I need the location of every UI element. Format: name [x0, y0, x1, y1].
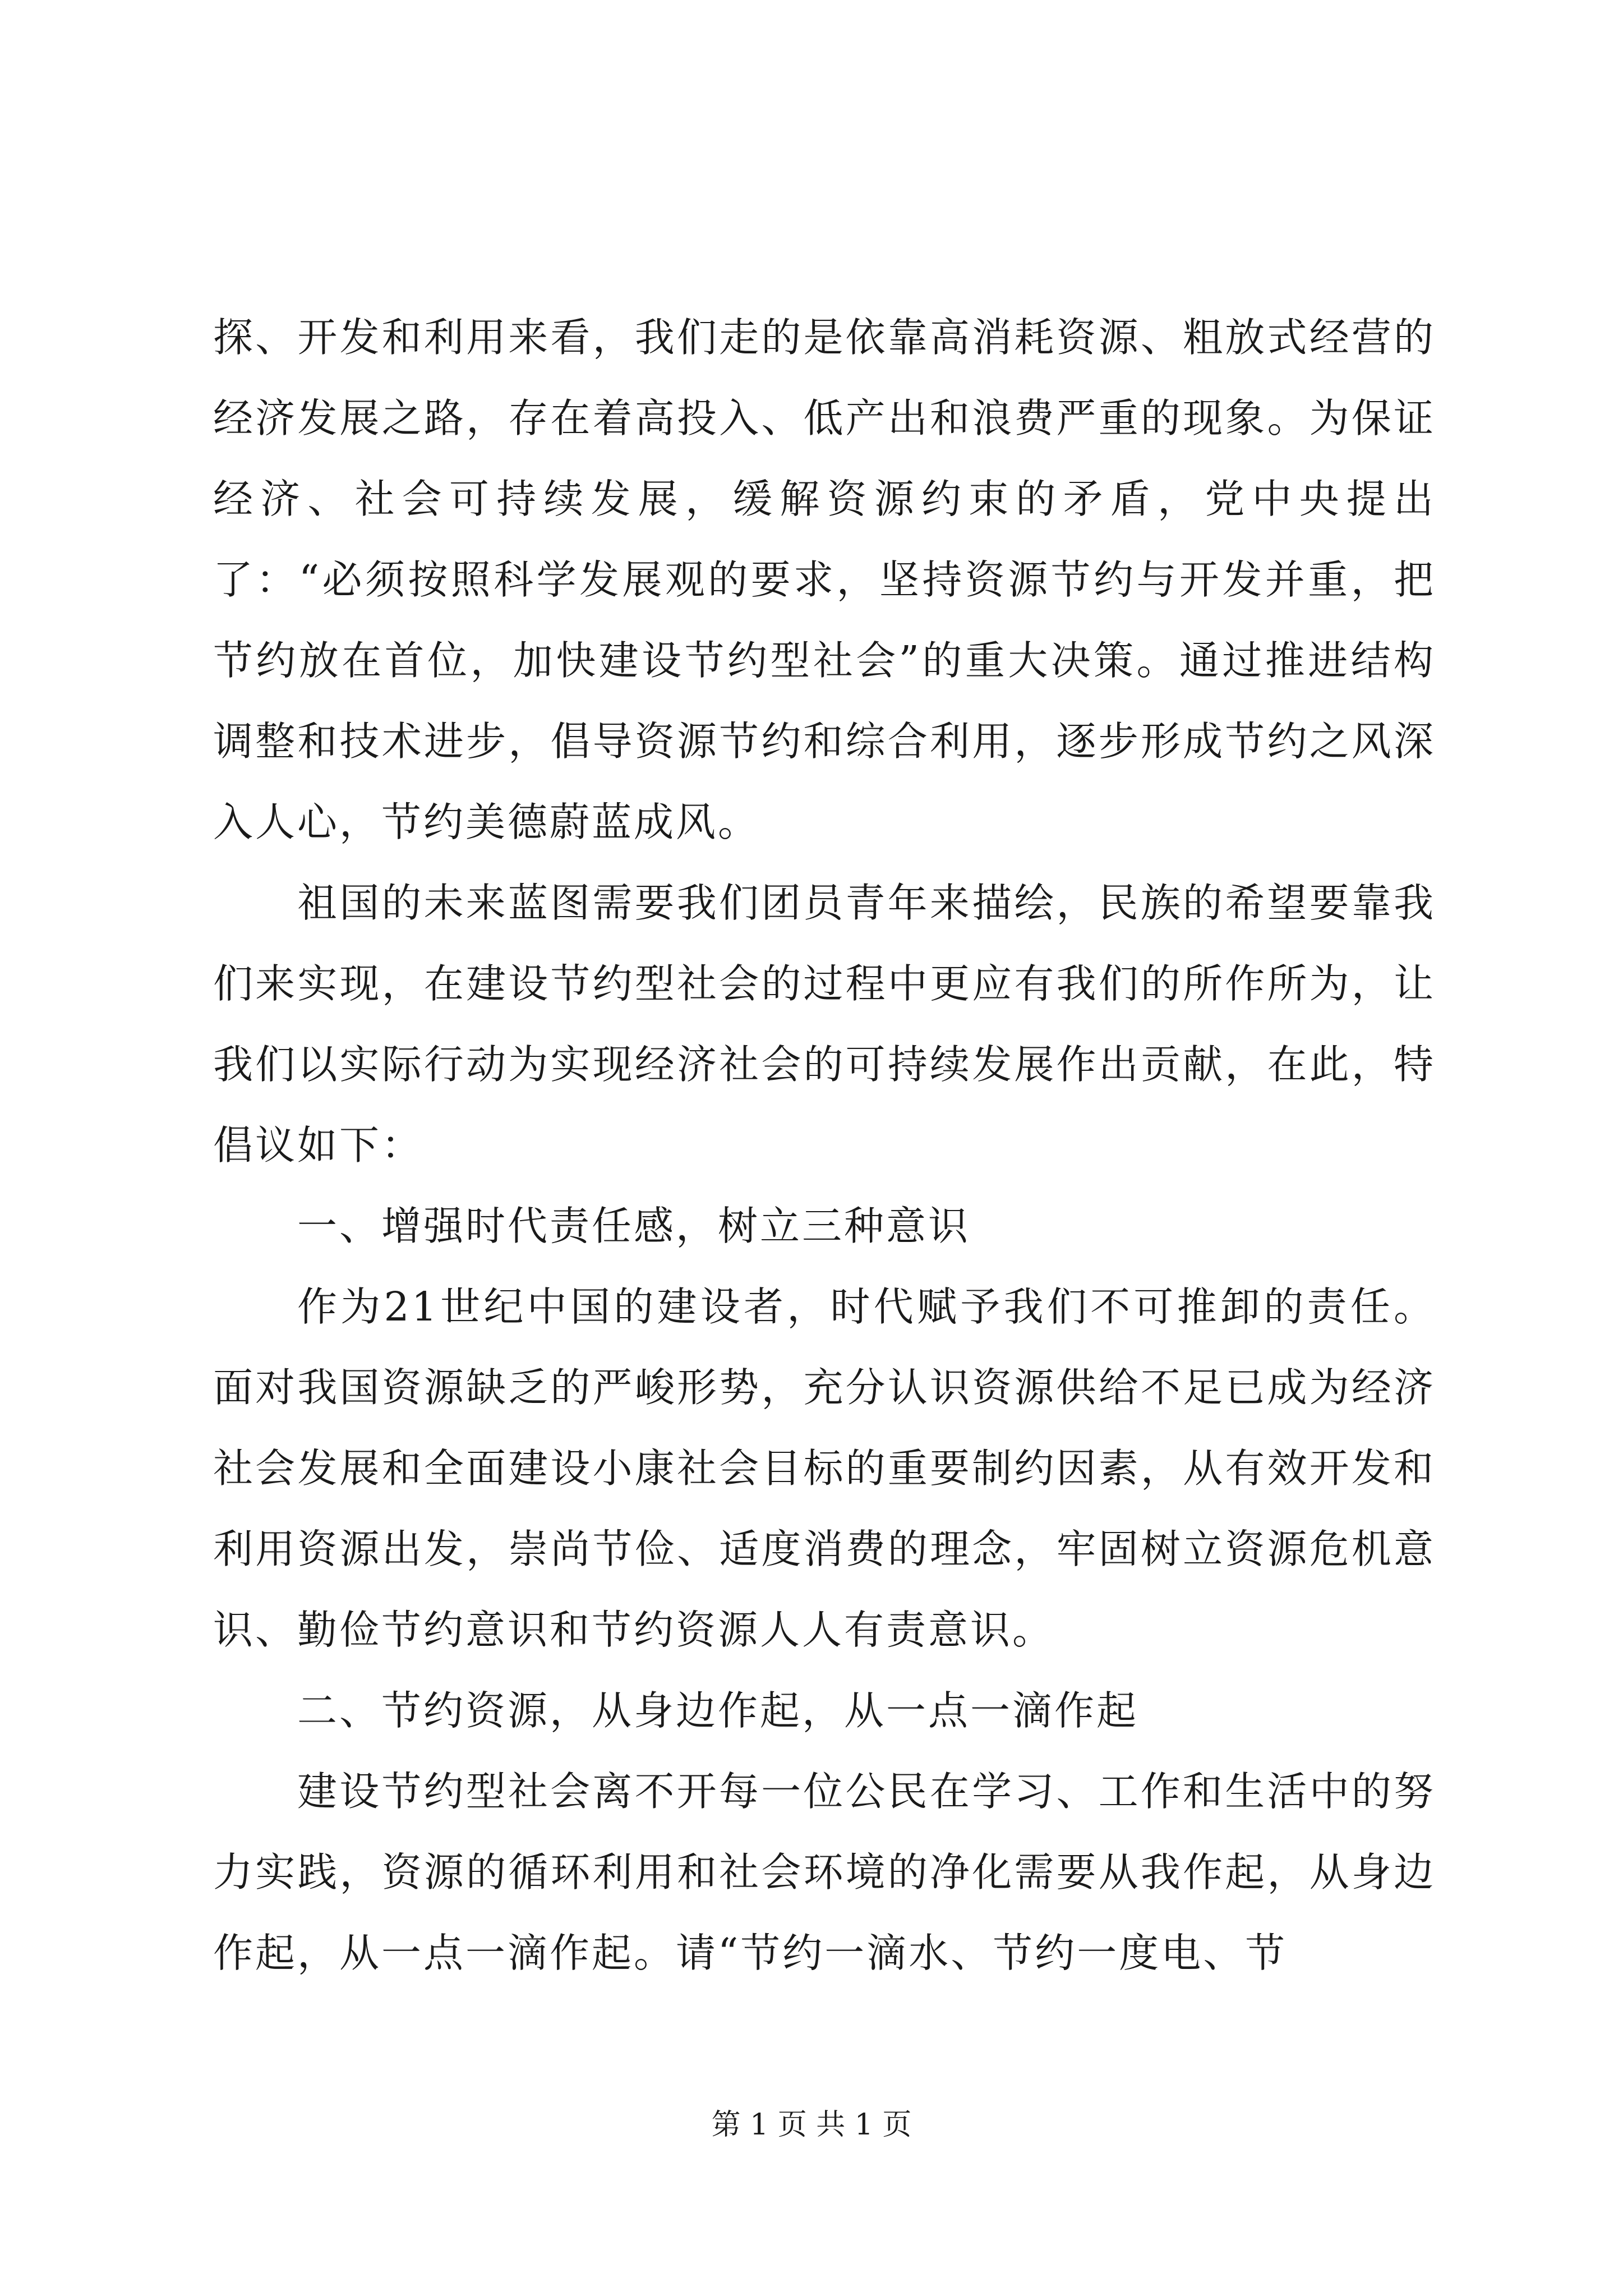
section-heading-1: 一、增强时代责任感，树立三种意识	[297, 1203, 971, 1249]
paragraph-section-2: 建设节约型社会离不开每一位公民在学习、工作和生活中的努力实践，资源的循环利用和社会环境的净化需要从我作起，从身边作起，从一点一滴作起。请“节约一滴水、节约一度电、节	[213, 1768, 1436, 1976]
document-body	[213, 297, 1436, 1994]
paragraph-call-to-action: 祖国的未来蓝图需要我们团员青年来描绘，民族的希望要靠我们来实现，在建设节约型社会的过程中更应有我们的所作所为，让我们以实际行动为实现经济社会的可持续发展作出贡献，在此，特倡议如下：	[213, 880, 1436, 1168]
paragraph-section-1: 作为21世纪中国的建设者，时代赋予我们不可推卸的责任。面对我国资源缺乏的严峻形势，充分认识资源供给不足已成为经济社会发展和全面建设小康社会目标的重要制约因素，从有效开发和利用资源出发，崇尚节俭、适度消费的理念，牢固树立资源危机意识、勤俭节约意识和节约资源人人有责意识。	[213, 1283, 1436, 1653]
paragraph-intro-continued: 探、开发和利用来看，我们走的是依靠高消耗资源、粗放式经营的经济发展之路，存在着高投入、低产出和浪费严重的现象。为保证经济、社会可持续发展，缓解资源约束的矛盾，党中央提出了：“必须按照科学发展观的要求，坚持资源节约与开发并重，把节约放在首位，加快建设节约型社会”的重大决策。通过推进结构调整和技术进步，倡导资源节约和综合利用，逐步形成节约之风深入人心，节约美德蔚蓝成风。	[213, 314, 1436, 845]
section-heading-2: 二、节约资源，从身边作起，从一点一滴作起	[297, 1687, 1139, 1734]
page-number-footer: 第 1 页 共 1 页	[711, 2108, 912, 2142]
